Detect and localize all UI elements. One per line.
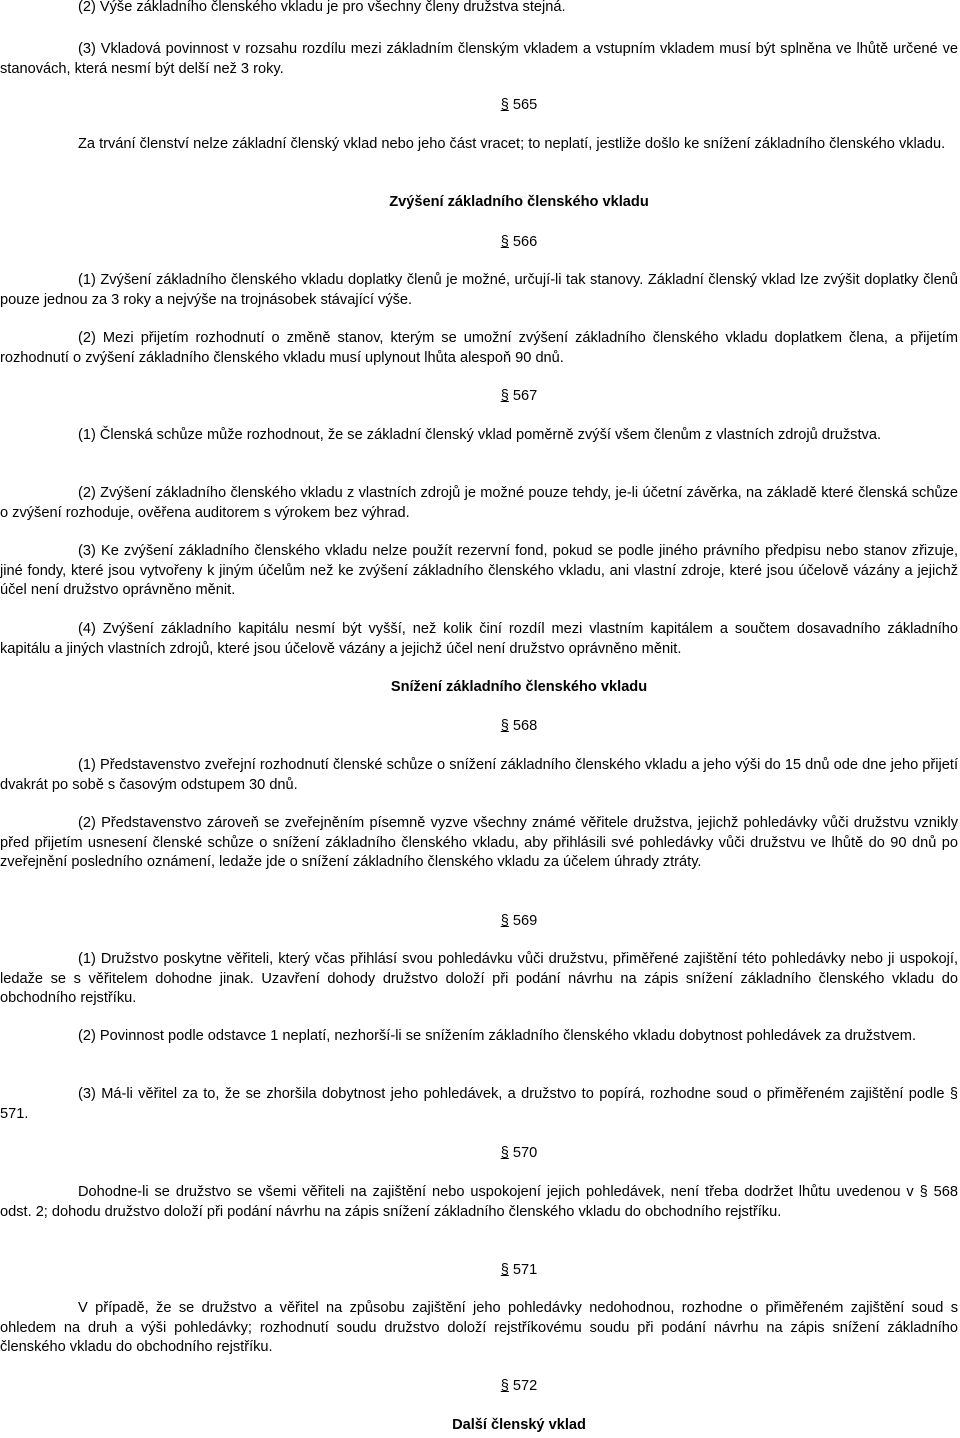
paragraph: (3) Má-li věřitel za to, že se zhoršila dobytnost jeho pohledávek, a družstvo to popírá, rozhodne soud o přiměřeném zajištění podle § 571. xyxy=(0,1086,958,1122)
section-number xyxy=(0,387,960,407)
section-number xyxy=(0,233,960,253)
section-number xyxy=(0,717,960,737)
section-number-value: 568 xyxy=(512,718,538,734)
paragraph: (3) Vkladová povinnost v rozsahu rozdílu mezi základním členským vkladem a vstupním vkladem musí být splněna ve lhůtě určené ve stanovách, která nesmí být delší než 3 roky. xyxy=(0,41,958,77)
paragraph: (2) Zvýšení základního členského vkladu z vlastních zdrojů je možné pouze tehdy, je-li účetní závěrka, na základě které členská schůze o zvýšení rozhoduje, ověřena auditorem s výrokem bez výhrad. xyxy=(0,485,958,521)
section-sign: § xyxy=(500,718,509,734)
section-number-value: 567 xyxy=(512,388,538,404)
section-number-value: 570 xyxy=(512,1145,538,1161)
section-number-value: 565 xyxy=(512,97,538,113)
paragraph: (2) Představenstvo zároveň se zveřejněním písemně vyzve všechny známé věřitele družstva, jejichž pohledávky vůči družstvu vznikly před přijetím usnesení členské schůze o snížení základního členského vkladu, aby přihlásili své pohledávky vůči družstvu ve lhůtě do 90 dnů po zveřejnění posledního oznámení, ledaže jde o snížení základního členského vkladu za účelem úhrady ztráty. xyxy=(0,815,958,870)
section-sign: § xyxy=(500,1262,509,1278)
paragraph: (1) Představenstvo zveřejní rozhodnutí členské schůze o snížení základního členského vkladu a jeho výši do 15 dnů ode dne jeho přijetí dvakrát po sobě s časovým odstupem 30 dnů. xyxy=(0,757,958,793)
section-number xyxy=(0,912,960,932)
paragraph: (2) Povinnost podle odstavce 1 neplatí, nezhorší-li se snížením základního členského vkladu dobytnost pohledávek za družstvem. xyxy=(78,1028,916,1044)
section-number xyxy=(0,1261,960,1281)
section-heading: Další členský vklad xyxy=(452,1417,586,1433)
paragraph: (1) Členská schůze může rozhodnout, že se základní členský vklad poměrně zvýší všem členům z vlastních zdrojů družstva. xyxy=(78,427,882,443)
section-number xyxy=(0,1144,960,1164)
paragraph: Dohodne-li se družstvo se všemi věřiteli na zajištění nebo uspokojení jejich pohledávek, není třeba dodržet lhůtu uvedenou v § 568 odst. 2; dohodu družstvo doloží při podání návrhu na zápis snížení základního členského vkladu do obchodního rejstříku. xyxy=(0,1184,958,1220)
section-sign: § xyxy=(500,1145,509,1161)
paragraph: (2) Mezi přijetím rozhodnutí o změně stanov, kterým se umožní zvýšení základního členského vkladu doplatkem člena, a přijetím rozhodnutí o zvýšení základního členského vkladu musí uplynout lhůta alespoň 90 dnů. xyxy=(0,330,958,366)
section-number-value: 569 xyxy=(512,913,538,929)
section-sign: § xyxy=(500,388,509,404)
section-number-value: 572 xyxy=(512,1378,538,1394)
section-number-value: 566 xyxy=(512,234,538,250)
section-sign: § xyxy=(500,234,509,250)
section-number xyxy=(0,1377,960,1397)
section-sign: § xyxy=(500,97,509,113)
paragraph: (1) Družstvo poskytne věřiteli, který včas přihlásí svou pohledávku vůči družstvu, přiměřené zajištění této pohledávky nebo ji uspokojí, ledaže se s věřitelem dohodne jinak. Uzavření dohody družstvo doloží při podání návrhu na zápis snížení základního členského vkladu do obchodního rejstříku. xyxy=(0,951,958,1006)
paragraph: (4) Zvýšení základního kapitálu nesmí být vyšší, než kolik činí rozdíl mezi vlastním kapitálem a součtem dosavadního základního kapitálu a jiných vlastních zdrojů, které jsou účelově vázány a jejichž účel není družstvo oprávněno měnit. xyxy=(0,621,958,657)
section-heading: Zvýšení základního členského vkladu xyxy=(389,194,649,210)
section-number-value: 571 xyxy=(512,1262,538,1278)
paragraph: Za trvání členství nelze základní členský vklad nebo jeho část vracet; to neplatí, jestliže došlo ke snížení základního členského vkladu. xyxy=(78,136,946,152)
paragraph: V případě, že se družstvo a věřitel na způsobu zajištění jeho pohledávky nedohodnou, rozhodne o přiměřeném zajištění soud s ohledem na druh a výši pohledávky; rozhodnutí soudu družstvo doloží rejstříkovému soudu při podání návrhu na zápis snížení základního členského vkladu do obchodního rejstříku. xyxy=(0,1300,958,1355)
section-heading: Snížení základního členského vkladu xyxy=(390,679,648,695)
paragraph: (3) Ke zvýšení základního členského vkladu nelze použít rezervní fond, pokud se podle jiného právního předpisu nebo stanov zřizuje, jiné fondy, které jsou vytvořeny k jiným účelům než ke zvýšení základního členského vkladu, ani vlastní zdroje, které jsou účelově vázány a jejichž účel není družstvo oprávněno měnit. xyxy=(0,543,958,598)
paragraph: (2) Výše základního členského vkladu je pro všechny členy družstva stejná. xyxy=(78,0,566,15)
section-sign: § xyxy=(500,913,509,929)
paragraph: (1) Zvýšení základního členského vkladu doplatky členů je možné, určují-li tak stanovy. Základní členský vklad lze zvýšit doplatky členů pouze jednou za 3 roky a nejvýše na trojnásobek stávající výše. xyxy=(0,272,958,308)
section-number xyxy=(0,96,960,116)
section-sign: § xyxy=(500,1378,509,1394)
